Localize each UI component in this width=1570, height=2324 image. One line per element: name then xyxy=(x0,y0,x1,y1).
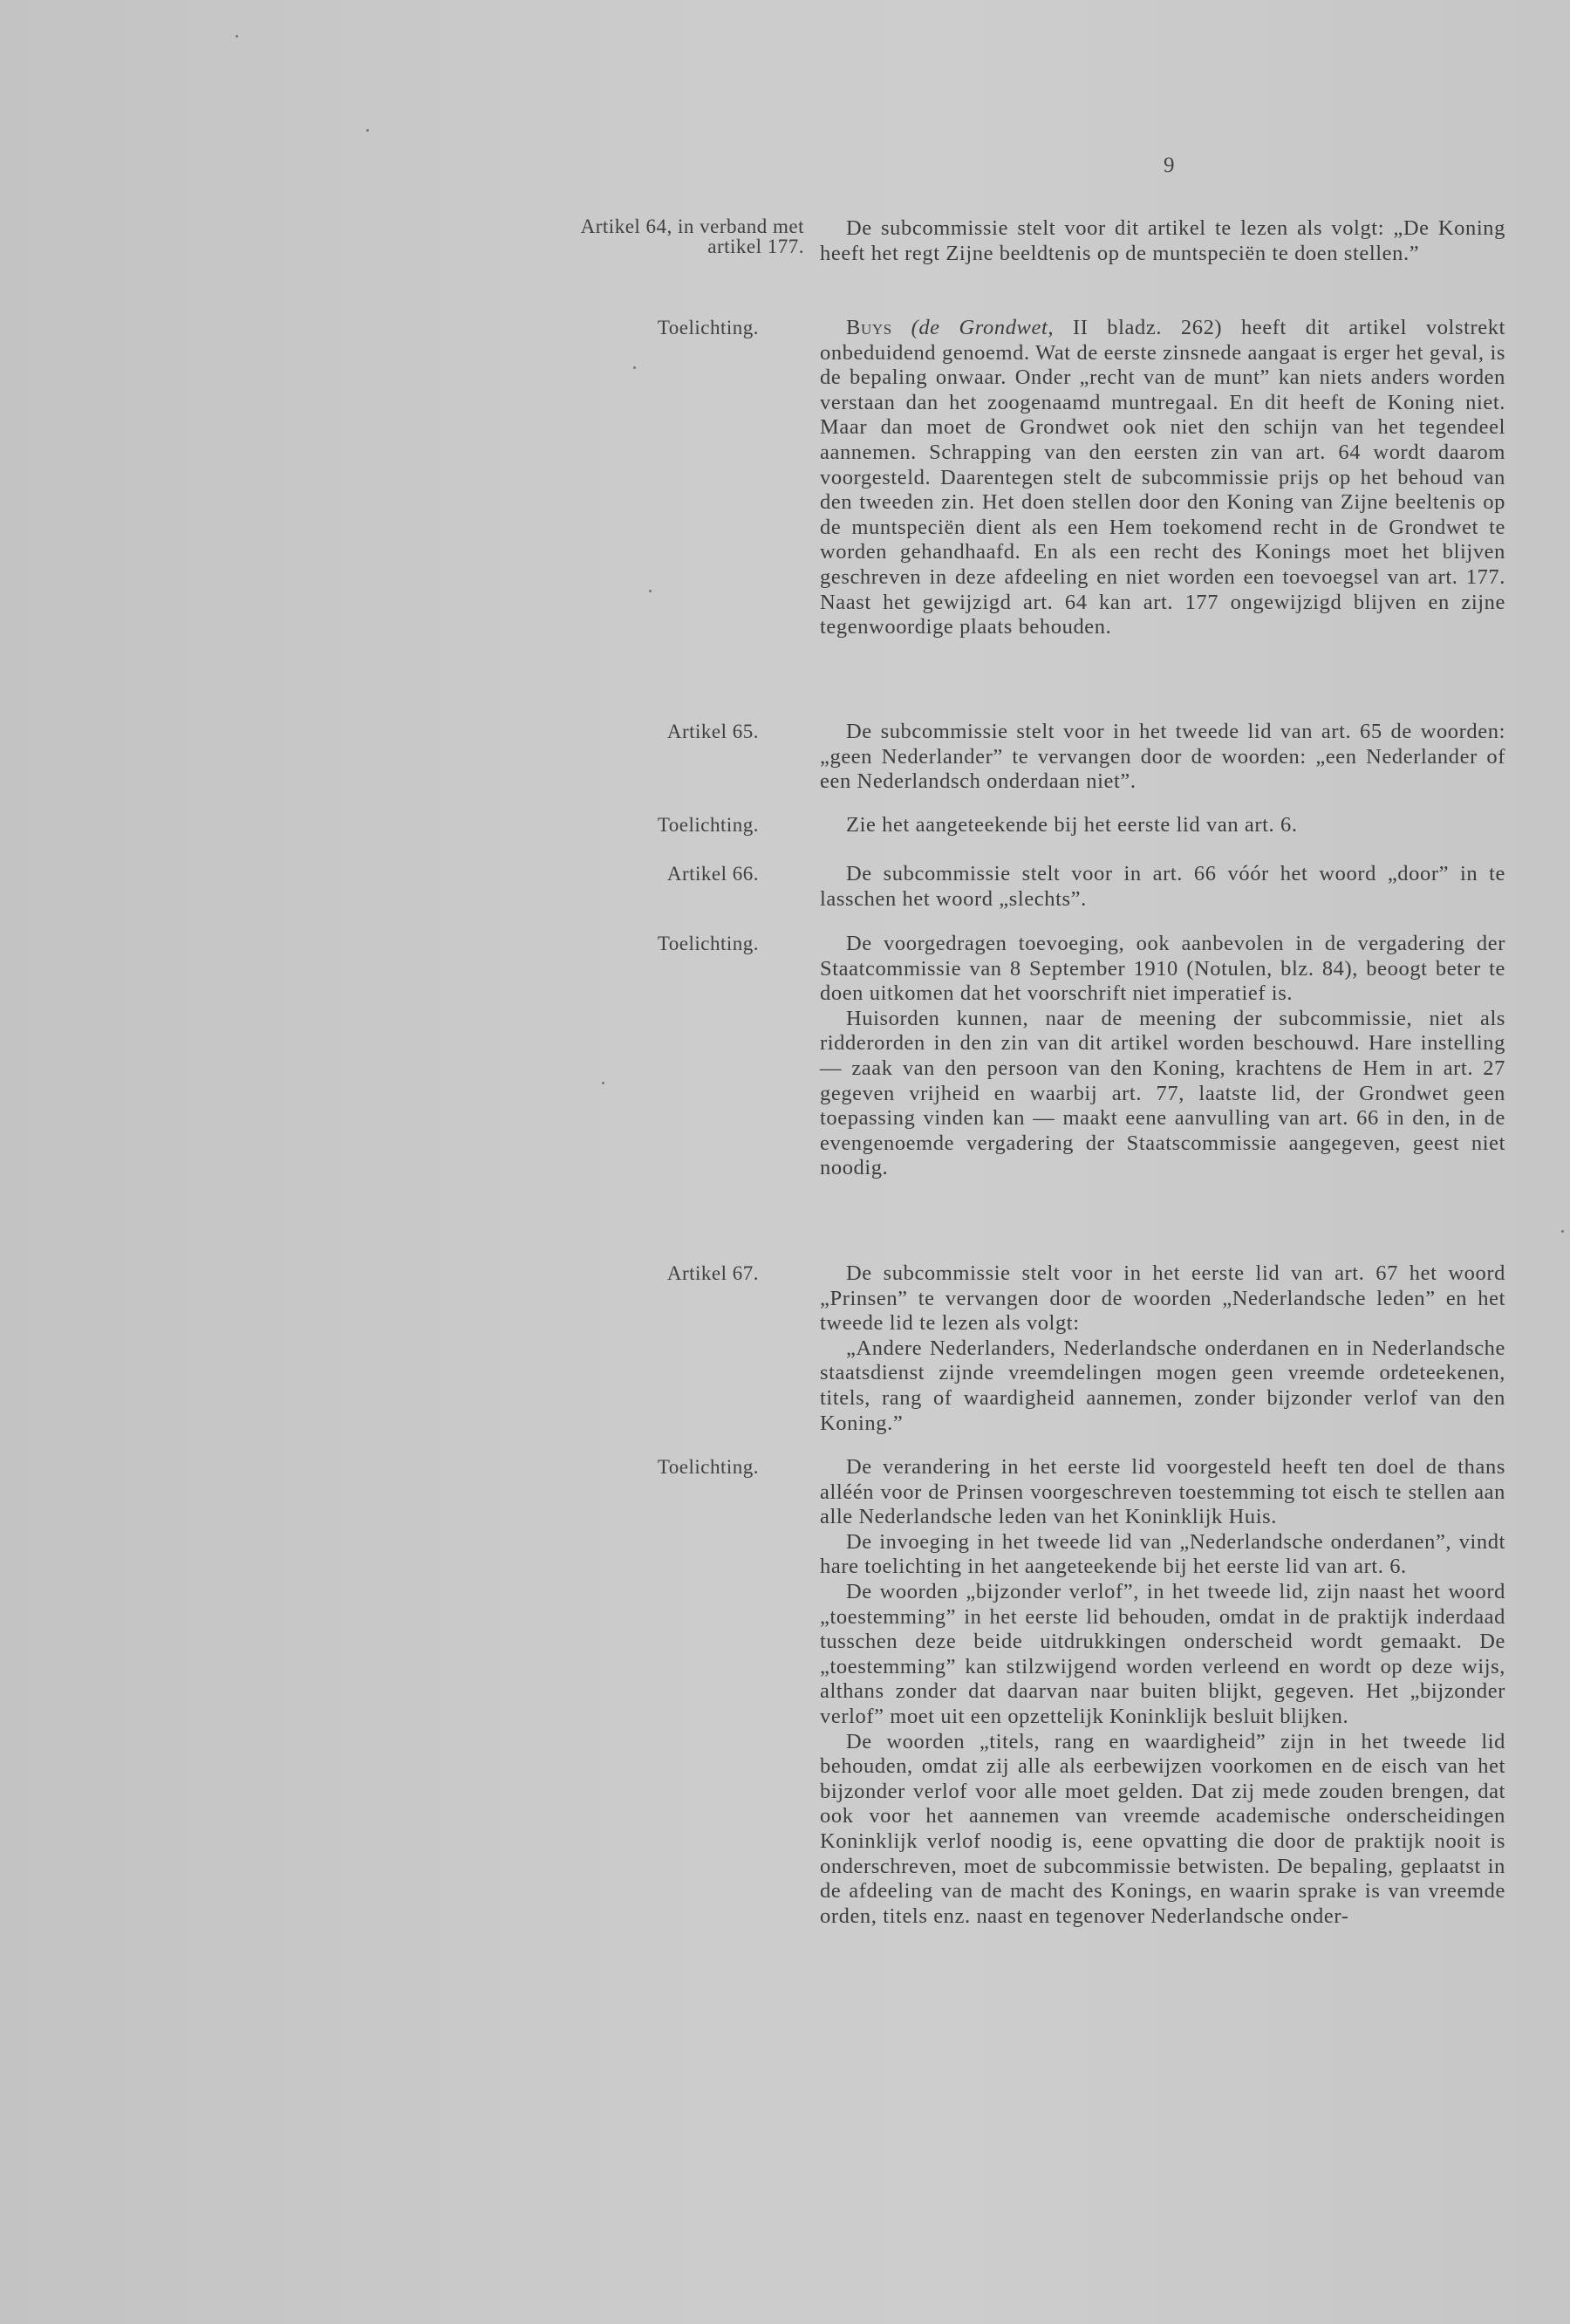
paragraph: De subcommissie stelt voor in het eerste lid van art. 67 het woord „Prinsen” te vervangen door de woorden „Nederlandsche leden” en het tweede lid te lezen als volgt: xyxy=(820,1261,1505,1336)
paragraph: Zie het aangeteekende bij het eerste lid van art. 6. xyxy=(846,813,1298,837)
scan-speck xyxy=(236,35,238,38)
note-label: Toelichting. xyxy=(657,317,759,338)
article-text xyxy=(820,720,1505,795)
paragraph: De voorgedragen toevoeging, ook aanbevolen in de vergadering der Staatcommissie van 8 September 1910 (Notulen, blz. 84), beoogt beter te doen uitkomen dat het voorschrift niet imperatief is. xyxy=(820,932,1505,1006)
paragraph: De subcommissie stelt voor in art. 66 vóór het woord „door” in te lasschen het woord „slechts”. xyxy=(820,862,1505,911)
paragraph: De woorden „bijzonder verlof”, in het tweede lid, zijn naast het woord „toestemming” in het eerste lid behouden, omdat in de praktijk inderdaad tusschen deze beide uitdrukkingen onderscheid wordt gemaakt. De „toestemming” kan stilzwijgend worden verleend en wordt op deze wijs, althans zonder dat daarvan naar buiten blijkt, gegeven. Het „bijzonder verlof” moet uit een opzettelijk Koninklijk besluit blijken. xyxy=(820,1579,1505,1728)
note-text xyxy=(820,932,1505,1181)
article-label: Artikel 65. xyxy=(666,721,759,742)
paragraph-body: II bladz. 262) heeft dit artikel volstrekt onbeduidend genoemd. Wat de eerste zinsnede aangaat is erger het geval, is de bepaling onwaar. Onder „recht van de munt” kan niets anders worden verstaan dan het zoogenaamd muntregaal. En dit heeft de Koning niet. Maar dan moet de Grondwet ook niet den schijn van het tegendeel aannemen. Schrapping van den eersten zin van art. 64 wordt daarom voorgesteld. Daarentegen stelt de subcommissie prijs op het behoud van den tweeden zin. Het doen stellen door den Koning van Zijne beeltenis op de muntspeciën dient als een Hem toekomend recht in de Grondwet te worden gehandhaafd. En als een recht des Konings moet het blijven geschreven in deze afdeeling en niet worden een toevoegsel van art. 177. Naast het gewijzigd art. 64 kan art. 177 ongewijzigd blijven en zijne tegenwoordige plaats behouden. xyxy=(820,316,1505,639)
scan-speck xyxy=(366,129,369,132)
note-text xyxy=(820,316,1505,640)
paragraph xyxy=(820,316,1505,640)
scan-speck xyxy=(602,1082,604,1084)
page-number: 9 xyxy=(1164,154,1175,177)
paragraph: De subcommissie stelt voor in het tweede lid van art. 65 de woorden: „geen Nederlander” te vervangen door de woorden: „een Nederlander of een Nederlandsch onderdaan niet”. xyxy=(820,720,1505,794)
paragraph: Huisorden kunnen, naar de meening der subcommissie, niet als ridderorden in den zin van dit artikel worden beschouwd. Hare instelling — zaak van den persoon van den Koning, krachtens de Hem in art. 27 gegeven vrijheid en waarbij art. 77, laatste lid, der Grondwet geen toepassing vinden kan — maakt eene aanvulling van art. 66 in den, in de evengenoemde vergadering der Staatscommissie aangegeven, geest niet noodig. xyxy=(820,1006,1505,1180)
note-label: Toelichting. xyxy=(657,933,759,954)
article-text xyxy=(820,216,1505,266)
article-text xyxy=(820,862,1505,912)
article-label: Artikel 64, in verband met artikel 177. xyxy=(580,215,804,257)
paragraph: De subcommissie stelt voor dit artikel te lezen als volgt: „De Koning heeft het regt Zijne beeldtenis op de muntspeciën te doen stellen.” xyxy=(820,216,1505,265)
scan-speck xyxy=(1561,1230,1564,1233)
scan-speck xyxy=(649,590,652,592)
paragraph: De invoeging in het tweede lid van „Nederlandsche onderdanen”, vindt hare toelichting in het aangeteekende bij het eerste lid van art. 6. xyxy=(820,1529,1505,1579)
paragraph: De verandering in het eerste lid voorgesteld heeft ten doel de thans alléén voor de Prinsen voorgeschreven toestemming tot eisch te stellen aan alle Nederlandsche leden van het Koninklijk Huis. xyxy=(820,1455,1505,1529)
article-label: Artikel 66. xyxy=(666,863,759,885)
note-text xyxy=(820,813,1505,838)
article-label: Artikel 67. xyxy=(666,1262,759,1284)
note-label: Toelichting. xyxy=(657,1456,759,1478)
note-text xyxy=(820,1455,1505,1929)
scan-speck xyxy=(633,366,636,369)
paragraph: De woorden „titels, rang en waardigheid” zijn in het tweede lid behouden, omdat zij alle als eerbewijzen voorkomen en de eisch van het bijzonder verlof voor alle moet gelden. Dat zij mede zouden brengen, dat ook voor het aannemen van vreemde academische onderscheidingen Koninklijk verlof noodig is, eene opvatting die door de praktijk nooit is onderschreven, moet de subcommissie betwisten. De bepaling, geplaatst in de afdeeling van de macht des Konings, en waarin sprake is van vreemde orden, titels enz. naast en tegenover Nederlandsche onder- xyxy=(820,1729,1505,1928)
source-title: (de Grondwet, xyxy=(911,316,1055,339)
note-label: Toelichting. xyxy=(657,814,759,836)
paragraph: „Andere Nederlanders, Nederlandsche onderdanen en in Nederlandsche staatsdienst zijnde vreemdelingen mogen geen vreemde ordeteekenen, titels, rang of waardigheid aannemen, zonder bijzonder verlof van den Koning.” xyxy=(820,1336,1505,1435)
article-text xyxy=(820,1261,1505,1436)
author-name: Buys xyxy=(846,316,892,339)
